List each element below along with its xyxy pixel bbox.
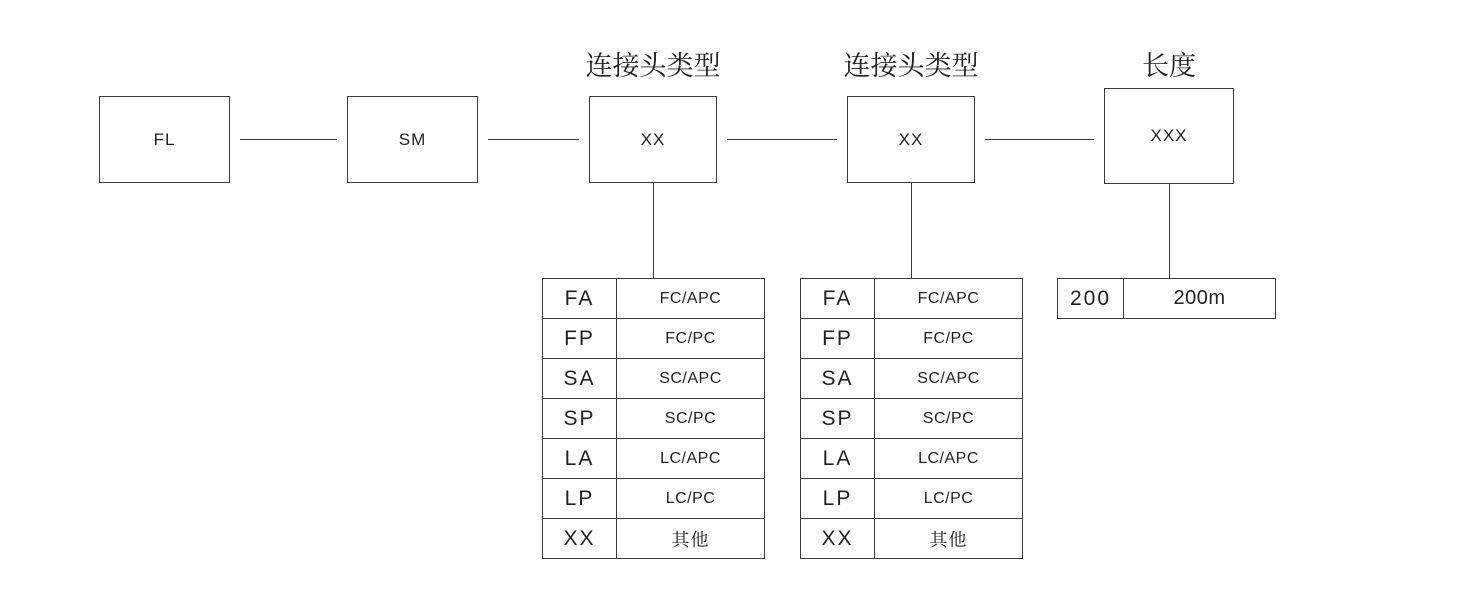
legend-desc: FC/APC — [875, 279, 1023, 319]
connector-line-4 — [985, 139, 1094, 140]
table-row — [543, 519, 765, 559]
legend-code: XX — [801, 519, 875, 559]
legend-desc: LC/APC — [617, 439, 765, 479]
legend-code: 200 — [1058, 279, 1124, 319]
legend-desc: FC/PC — [617, 319, 765, 359]
legend-desc: SC/PC — [617, 399, 765, 439]
code-box-fiber-mode: SM — [347, 96, 478, 183]
legend-code: FA — [801, 279, 875, 319]
table-row — [543, 399, 765, 439]
legend-code: FA — [543, 279, 617, 319]
table-row — [1058, 279, 1276, 319]
connector-line-2 — [488, 139, 579, 140]
code-box-connector-a: XX — [589, 96, 717, 183]
table-row — [801, 479, 1023, 519]
legend-code: LA — [543, 439, 617, 479]
legend-desc: LC/APC — [875, 439, 1023, 479]
table-row — [801, 279, 1023, 319]
legend-code: SA — [801, 359, 875, 399]
connector-line-1 — [240, 139, 337, 140]
legend-code: LP — [543, 479, 617, 519]
code-box-length: XXX — [1104, 88, 1234, 184]
legend-code: XX — [543, 519, 617, 559]
legend-desc: SC/APC — [617, 359, 765, 399]
table-row — [543, 439, 765, 479]
legend-code: SA — [543, 359, 617, 399]
legend-code: LA — [801, 439, 875, 479]
table-row — [801, 519, 1023, 559]
legend-code: FP — [543, 319, 617, 359]
drop-line-length — [1169, 184, 1170, 279]
legend-desc: SC/PC — [875, 399, 1023, 439]
drop-line-connector-a — [653, 183, 654, 279]
legend-desc: 其他 — [617, 519, 765, 559]
legend-desc: 其他 — [875, 519, 1023, 559]
drop-line-connector-b — [911, 183, 912, 279]
code-box-connector-b: XX — [847, 96, 975, 183]
legend-code: SP — [801, 399, 875, 439]
legend-code: LP — [801, 479, 875, 519]
legend-table-connector-a — [542, 278, 765, 559]
connector-line-3 — [727, 139, 837, 140]
legend-desc: 200m — [1124, 279, 1276, 319]
section-title-length: 长度 — [1142, 51, 1196, 81]
legend-table-connector-b — [800, 278, 1023, 559]
legend-desc: LC/PC — [617, 479, 765, 519]
table-row — [801, 399, 1023, 439]
legend-code: FP — [801, 319, 875, 359]
legend-desc: FC/APC — [617, 279, 765, 319]
table-row — [801, 319, 1023, 359]
section-title-connector-a: 连接头类型 — [585, 51, 721, 81]
legend-desc: FC/PC — [875, 319, 1023, 359]
legend-desc: SC/APC — [875, 359, 1023, 399]
table-row — [801, 439, 1023, 479]
legend-code: SP — [543, 399, 617, 439]
code-box-prefix: FL — [99, 96, 230, 183]
table-row — [801, 359, 1023, 399]
legend-table-length — [1057, 278, 1276, 319]
section-title-connector-b: 连接头类型 — [843, 51, 979, 81]
legend-desc: LC/PC — [875, 479, 1023, 519]
table-row — [543, 319, 765, 359]
table-row — [543, 279, 765, 319]
table-row — [543, 479, 765, 519]
table-row — [543, 359, 765, 399]
